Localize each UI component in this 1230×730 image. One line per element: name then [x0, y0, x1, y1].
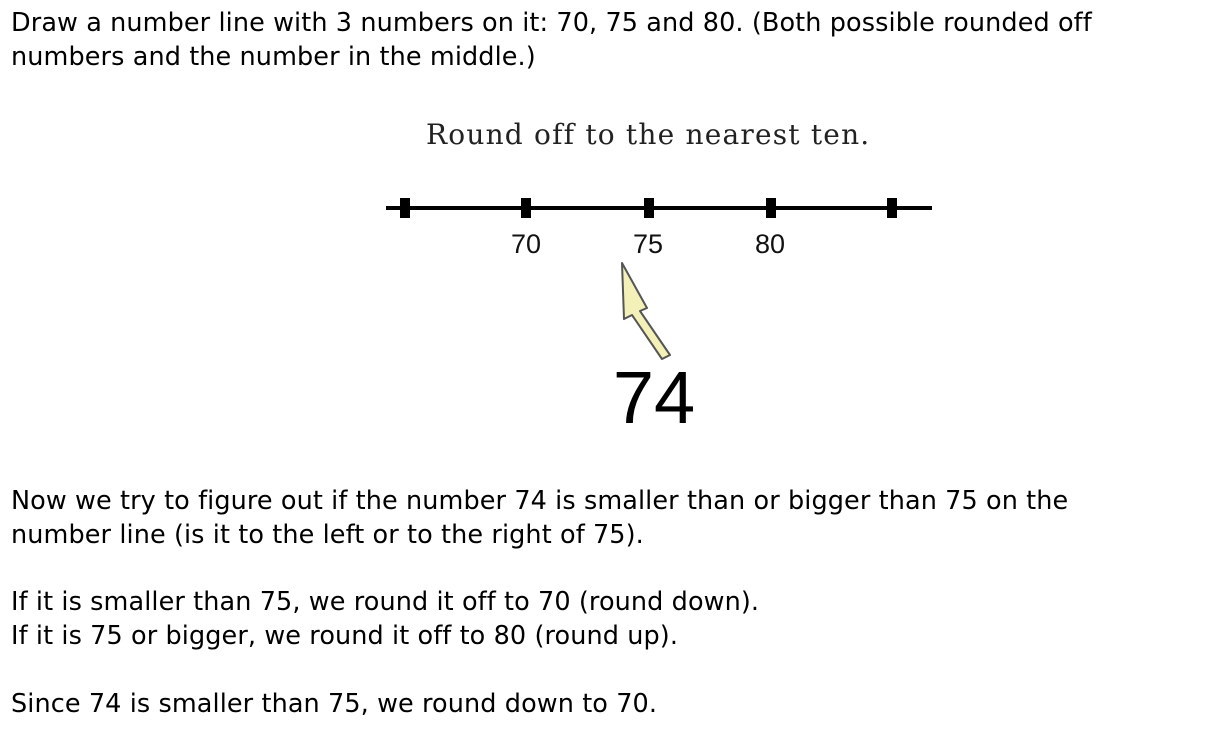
tick-label-75: 75	[632, 229, 664, 259]
number-line-tick	[887, 198, 897, 218]
number-line-figure	[386, 101, 932, 453]
number-line-tick	[644, 198, 654, 218]
up-left-arrow-icon	[622, 263, 670, 359]
intro-line-2: numbers and the number in the middle.)	[11, 42, 536, 72]
number-line-tick	[766, 198, 776, 218]
tick-label-70: 70	[510, 229, 542, 259]
conclusion-line: Since 74 is smaller than 75, we round down to 70.	[11, 689, 658, 719]
rules-paragraph	[11, 585, 759, 653]
tick-label-80: 80	[754, 229, 786, 259]
rule-round-down: If it is smaller than 75, we round it off to 70 (round down).	[11, 587, 760, 617]
number-line-svg	[386, 101, 932, 453]
number-line-tick	[400, 198, 410, 218]
number-line-tick	[521, 198, 531, 218]
explanation-line-2: number line (is it to the left or to the right of 75).	[11, 520, 644, 550]
pointed-number: 74	[612, 356, 696, 439]
figure-title: Round off to the nearest ten.	[426, 118, 871, 151]
explanation-paragraph	[11, 484, 1068, 552]
explanation-line-1: Now we try to figure out if the number 74 is smaller than or bigger than 75 on the	[11, 486, 1069, 516]
intro-paragraph	[11, 6, 1092, 74]
conclusion-paragraph	[11, 687, 657, 721]
intro-line-1: Draw a number line with 3 numbers on it: 70, 75 and 80. (Both possible rounded off	[11, 8, 1092, 38]
rule-round-up: If it is 75 or bigger, we round it off to 80 (round up).	[11, 621, 679, 651]
